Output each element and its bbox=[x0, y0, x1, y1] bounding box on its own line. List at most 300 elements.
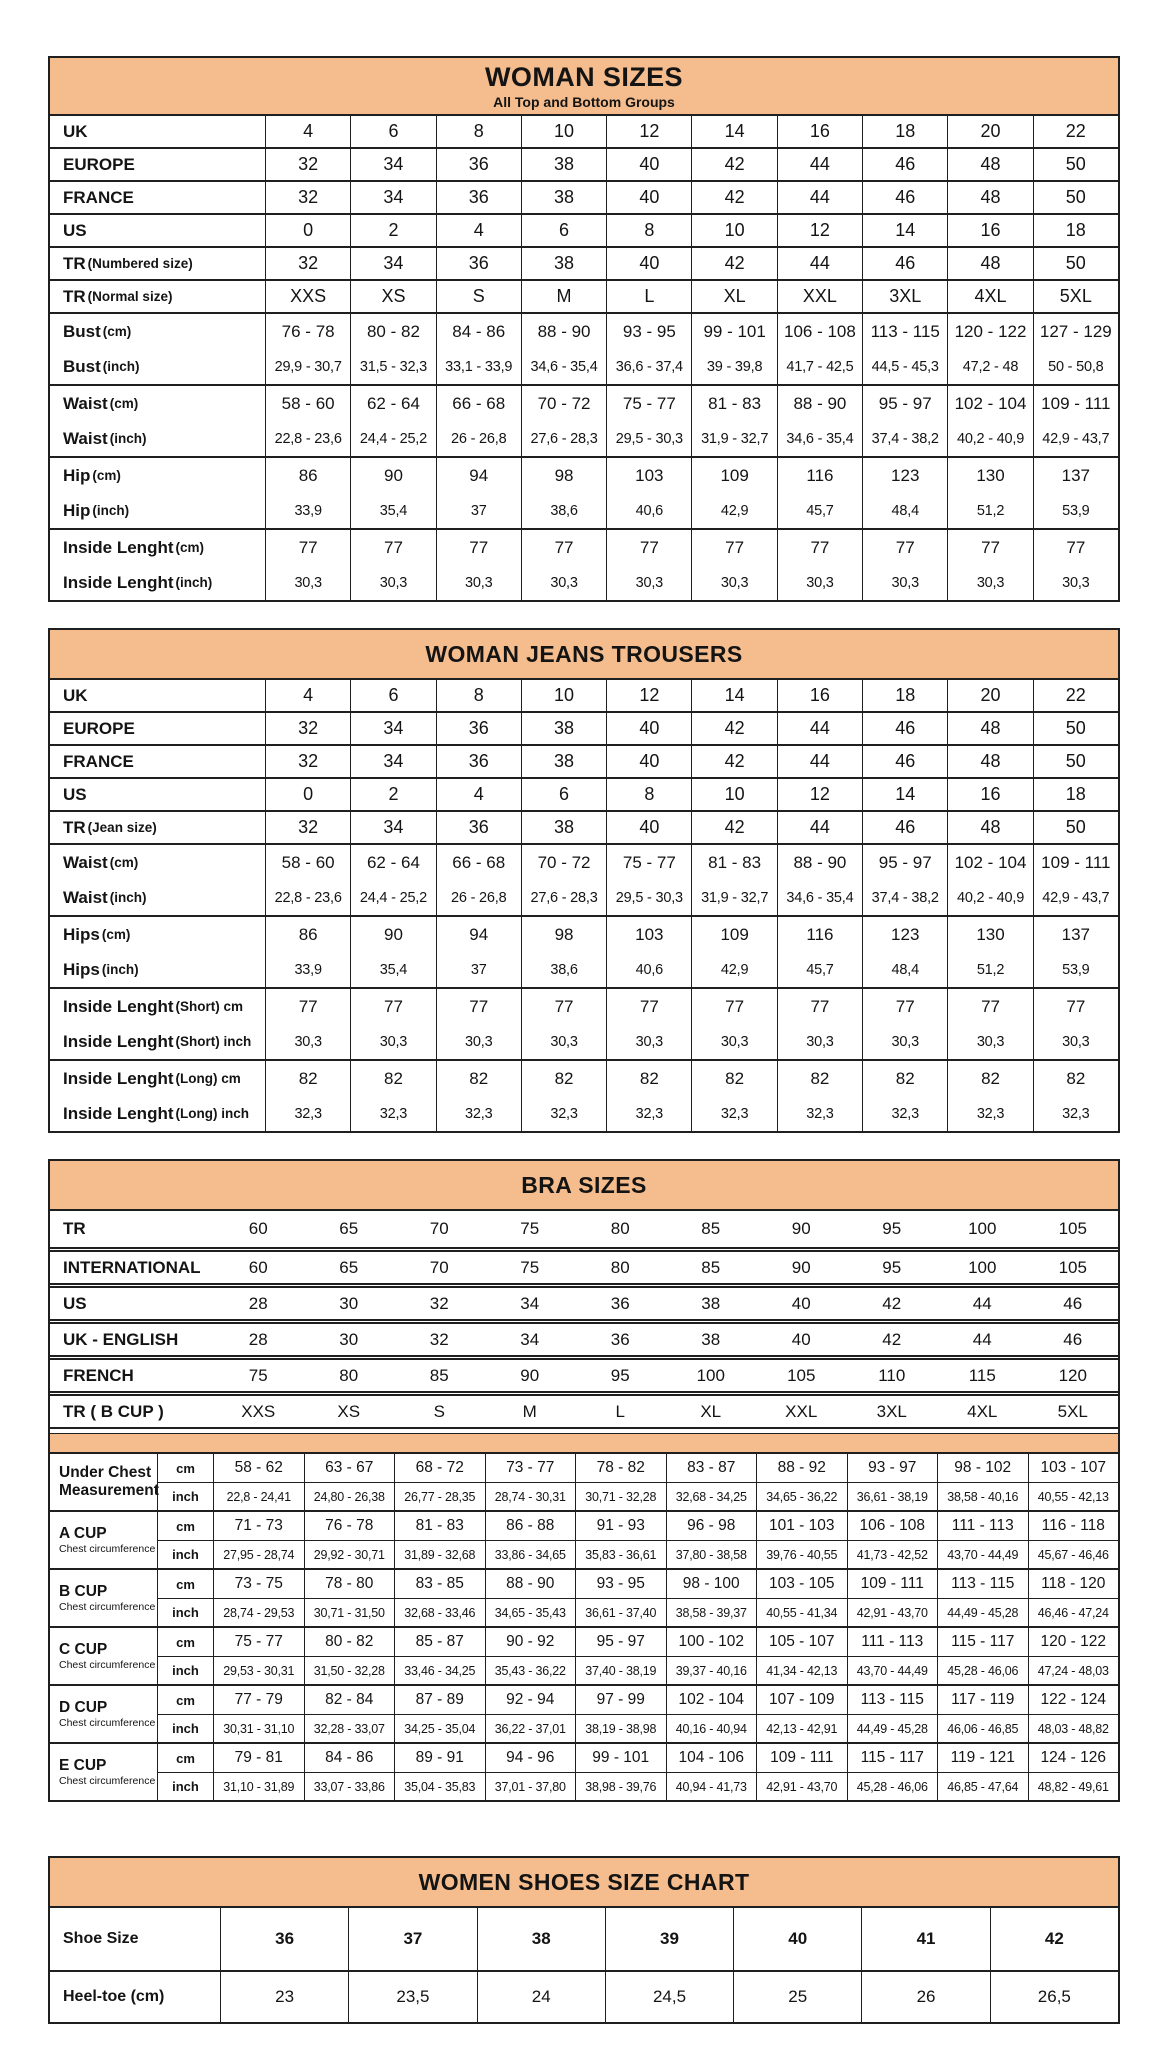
cup-cell: 34,65 - 36,22 bbox=[756, 1483, 847, 1510]
size-cell: 50 bbox=[1033, 182, 1118, 213]
size-cell: 46 bbox=[862, 746, 947, 777]
shoe-cell: 24,5 bbox=[605, 1972, 733, 2022]
size-cell: 38,6 bbox=[521, 493, 606, 528]
bra-cell: XXS bbox=[241, 1401, 276, 1421]
size-cell: 86 bbox=[265, 458, 350, 493]
bra-cell: 80 bbox=[610, 1219, 630, 1238]
size-cell: 30,3 bbox=[436, 1024, 521, 1059]
row-label: US bbox=[63, 220, 87, 240]
cup-cell: 102 - 104 bbox=[666, 1686, 757, 1714]
size-cell: 81 - 83 bbox=[691, 845, 776, 880]
size-cell: 44 bbox=[777, 248, 862, 279]
size-cell: 120 - 122 bbox=[947, 314, 1032, 349]
cup-cell: 84 - 86 bbox=[304, 1744, 395, 1772]
cup-label bbox=[50, 1570, 157, 1626]
row-label-text: Bust bbox=[63, 321, 101, 341]
size-cell: 37 bbox=[436, 493, 521, 528]
size-cell: 42,9 - 43,7 bbox=[1033, 421, 1118, 456]
cup-cell: 122 - 124 bbox=[1028, 1686, 1119, 1714]
size-cell: 77 bbox=[265, 530, 350, 565]
cup-cell: 90 - 92 bbox=[485, 1628, 576, 1656]
cup-cell: 98 - 100 bbox=[666, 1570, 757, 1598]
cup-cell: 73 - 77 bbox=[485, 1454, 576, 1482]
cup-cell: 115 - 117 bbox=[847, 1744, 938, 1772]
size-cell: 42 bbox=[691, 182, 776, 213]
cup-label bbox=[50, 1686, 157, 1742]
table-row bbox=[50, 182, 1118, 213]
row-label bbox=[50, 812, 265, 843]
bra-cell: 30 bbox=[339, 1293, 359, 1313]
table-row bbox=[50, 493, 1118, 528]
size-cell: 30,3 bbox=[947, 565, 1032, 600]
table-row bbox=[50, 952, 1118, 987]
row-label bbox=[50, 917, 265, 952]
cup-cell: 111 - 113 bbox=[847, 1628, 938, 1656]
cup-cell: 75 - 77 bbox=[213, 1628, 304, 1656]
cup-cell: 28,74 - 30,31 bbox=[485, 1483, 576, 1510]
size-cell: 32 bbox=[265, 746, 350, 777]
cup-label-text: E CUP bbox=[59, 1756, 107, 1774]
row-label-unit: (cm) bbox=[92, 468, 121, 483]
row-label-text: Waist bbox=[63, 852, 108, 872]
cup-cell: 98 - 102 bbox=[937, 1454, 1028, 1482]
size-cell: 42,9 - 43,7 bbox=[1033, 880, 1118, 915]
size-cell: 10 bbox=[521, 680, 606, 711]
size-cell: 16 bbox=[947, 215, 1032, 246]
size-cell: 51,2 bbox=[947, 952, 1032, 987]
cup-cell: 97 - 99 bbox=[575, 1686, 666, 1714]
cup-cell: 33,07 - 33,86 bbox=[304, 1773, 395, 1800]
size-cell: 8 bbox=[606, 779, 691, 810]
row-label-text: Inside Lenght bbox=[63, 996, 174, 1016]
bra-cell: 115 bbox=[968, 1365, 996, 1385]
bra-row bbox=[50, 1247, 1118, 1283]
table-row bbox=[50, 713, 1118, 744]
size-cell: 123 bbox=[862, 917, 947, 952]
cup-cell: 34,25 - 35,04 bbox=[394, 1715, 485, 1742]
cup-cell: 104 - 106 bbox=[666, 1744, 757, 1772]
size-cell: 30,3 bbox=[862, 565, 947, 600]
cup-label-text: Under Chest Measurement bbox=[59, 1464, 159, 1499]
unit-cell: cm bbox=[157, 1570, 213, 1598]
bra-cell: 85 bbox=[429, 1365, 449, 1385]
size-cell: 32,3 bbox=[862, 1096, 947, 1131]
size-cell: 36 bbox=[436, 713, 521, 744]
row-label bbox=[50, 281, 265, 312]
size-cell: 44 bbox=[777, 149, 862, 180]
cup-cell: 42,91 - 43,70 bbox=[756, 1773, 847, 1800]
cup-cell: 38,19 - 38,98 bbox=[575, 1715, 666, 1742]
cup-cell: 22,8 - 24,41 bbox=[213, 1483, 304, 1510]
size-cell: 77 bbox=[265, 989, 350, 1024]
size-cell: 33,9 bbox=[265, 952, 350, 987]
cup-cell: 29,92 - 30,71 bbox=[304, 1541, 395, 1568]
size-cell: 46 bbox=[862, 182, 947, 213]
shoe-cell: 25 bbox=[733, 1972, 861, 2022]
size-cell: 46 bbox=[862, 149, 947, 180]
size-cell: L bbox=[606, 281, 691, 312]
cup-cell: 85 - 87 bbox=[394, 1628, 485, 1656]
size-cell: 75 - 77 bbox=[606, 386, 691, 421]
bra-cell: 70 bbox=[429, 1257, 449, 1277]
size-cell: 29,5 - 30,3 bbox=[606, 421, 691, 456]
cup-group bbox=[50, 1742, 1118, 1800]
size-cell: 34,6 - 35,4 bbox=[777, 421, 862, 456]
size-cell: 40 bbox=[606, 812, 691, 843]
size-cell: 27,6 - 28,3 bbox=[521, 880, 606, 915]
size-cell: 46 bbox=[862, 248, 947, 279]
size-cell: 32,3 bbox=[777, 1096, 862, 1131]
table-row bbox=[50, 1061, 1118, 1096]
cup-cell: 96 - 98 bbox=[666, 1512, 757, 1540]
size-cell: 12 bbox=[606, 680, 691, 711]
cup-cell: 109 - 111 bbox=[847, 1570, 938, 1598]
cup-cell: 105 - 107 bbox=[756, 1628, 847, 1656]
size-cell: 46 bbox=[862, 713, 947, 744]
size-cell: 30,3 bbox=[691, 565, 776, 600]
bra-cell: 40 bbox=[791, 1293, 811, 1313]
unit-cell: inch bbox=[157, 1715, 213, 1742]
size-cell: 38,6 bbox=[521, 952, 606, 987]
shoe-cell: 26,5 bbox=[990, 1972, 1118, 2022]
size-cell: 36 bbox=[436, 746, 521, 777]
row-label-text: Hips bbox=[63, 959, 100, 979]
size-cell: 40 bbox=[606, 248, 691, 279]
row-label-text: Waist bbox=[63, 887, 108, 907]
size-cell: 34 bbox=[350, 746, 435, 777]
cup-row bbox=[157, 1686, 1118, 1714]
cup-cell: 43,70 - 44,49 bbox=[847, 1657, 938, 1684]
size-cell: 50 - 50,8 bbox=[1033, 349, 1118, 384]
size-cell: 42,9 bbox=[691, 493, 776, 528]
cup-rows bbox=[157, 1686, 1118, 1742]
size-cell: 34,6 - 35,4 bbox=[521, 349, 606, 384]
size-row-group bbox=[50, 777, 1118, 810]
size-cell: 35,4 bbox=[350, 952, 435, 987]
size-cell: 0 bbox=[265, 779, 350, 810]
size-cell: 77 bbox=[862, 530, 947, 565]
bra-cell: XS bbox=[337, 1401, 361, 1421]
cup-cell: 46,85 - 47,64 bbox=[937, 1773, 1028, 1800]
bra-row-values bbox=[213, 1402, 1118, 1422]
bra-row-label: FRENCH bbox=[63, 1365, 134, 1385]
size-row-group bbox=[50, 213, 1118, 246]
size-cell: 40,6 bbox=[606, 952, 691, 987]
cup-cell: 37,40 - 38,19 bbox=[575, 1657, 666, 1684]
size-row-group bbox=[50, 246, 1118, 279]
size-row-group bbox=[50, 843, 1118, 915]
table-row bbox=[50, 458, 1118, 493]
size-cell: 50 bbox=[1033, 149, 1118, 180]
row-label-unit: (Short) cm bbox=[175, 999, 243, 1014]
cup-row bbox=[157, 1482, 1118, 1510]
unit-cell: inch bbox=[157, 1657, 213, 1684]
row-label bbox=[50, 880, 265, 915]
size-row-group bbox=[50, 711, 1118, 744]
size-cell: 94 bbox=[436, 917, 521, 952]
cup-cell: 31,10 - 31,89 bbox=[213, 1773, 304, 1800]
size-cell: 12 bbox=[606, 116, 691, 147]
size-cell: 82 bbox=[265, 1061, 350, 1096]
cup-label-text: A CUP bbox=[59, 1524, 107, 1542]
cup-cell: 31,50 - 32,28 bbox=[304, 1657, 395, 1684]
size-cell: 102 - 104 bbox=[947, 845, 1032, 880]
cup-cell: 83 - 87 bbox=[666, 1454, 757, 1482]
row-label-text: TR bbox=[63, 286, 86, 306]
size-cell: 41,7 - 42,5 bbox=[777, 349, 862, 384]
cup-cell: 43,70 - 44,49 bbox=[937, 1541, 1028, 1568]
cup-cell: 111 - 113 bbox=[937, 1512, 1028, 1540]
size-row-group bbox=[50, 384, 1118, 456]
row-label-unit: (Normal size) bbox=[87, 289, 173, 304]
size-cell: 42 bbox=[691, 149, 776, 180]
size-cell: 14 bbox=[862, 779, 947, 810]
size-cell: 6 bbox=[350, 116, 435, 147]
size-cell: 10 bbox=[691, 779, 776, 810]
row-label bbox=[50, 386, 265, 421]
row-label-text: Waist bbox=[63, 393, 108, 413]
size-cell: 82 bbox=[1033, 1061, 1118, 1096]
size-cell: 82 bbox=[777, 1061, 862, 1096]
row-label bbox=[50, 458, 265, 493]
cup-rows bbox=[157, 1628, 1118, 1684]
size-cell: XXS bbox=[265, 281, 350, 312]
size-cell: 12 bbox=[777, 215, 862, 246]
size-cell: 20 bbox=[947, 680, 1032, 711]
cup-cell: 33,46 - 34,25 bbox=[394, 1657, 485, 1684]
cup-row bbox=[157, 1656, 1118, 1684]
size-cell: 50 bbox=[1033, 713, 1118, 744]
row-label: EUROPE bbox=[63, 154, 135, 174]
cup-cell: 100 - 102 bbox=[666, 1628, 757, 1656]
cup-cell: 101 - 103 bbox=[756, 1512, 847, 1540]
woman-sizes-table bbox=[48, 56, 1120, 602]
cup-cell: 116 - 118 bbox=[1028, 1512, 1119, 1540]
bra-cell: 105 bbox=[787, 1365, 816, 1385]
size-cell: 18 bbox=[862, 116, 947, 147]
bra-cell: 38 bbox=[701, 1329, 721, 1349]
size-cell: 42 bbox=[691, 248, 776, 279]
size-cell: 130 bbox=[947, 917, 1032, 952]
row-label-text: Inside Lenght bbox=[63, 1031, 174, 1051]
size-row-group bbox=[50, 456, 1118, 528]
cup-cell: 33,86 - 34,65 bbox=[485, 1541, 576, 1568]
size-cell: 38 bbox=[521, 182, 606, 213]
size-cell: 24,4 - 25,2 bbox=[350, 880, 435, 915]
row-label: UK bbox=[63, 121, 88, 141]
size-cell: 45,7 bbox=[777, 952, 862, 987]
shoe-cell: 39 bbox=[605, 1908, 733, 1970]
unit-cell: cm bbox=[157, 1686, 213, 1714]
size-cell: 82 bbox=[350, 1061, 435, 1096]
row-label-text: Waist bbox=[63, 428, 108, 448]
size-cell: 18 bbox=[1033, 215, 1118, 246]
cup-rows bbox=[157, 1570, 1118, 1626]
woman-sizes-grid bbox=[50, 116, 1118, 600]
cup-cell: 46,06 - 46,85 bbox=[937, 1715, 1028, 1742]
cup-cell: 48,03 - 48,82 bbox=[1028, 1715, 1119, 1742]
cup-cell: 89 - 91 bbox=[394, 1744, 485, 1772]
cup-cell: 37,80 - 38,58 bbox=[666, 1541, 757, 1568]
cup-rows bbox=[157, 1454, 1118, 1510]
table-row bbox=[50, 1024, 1118, 1059]
size-cell: 58 - 60 bbox=[265, 845, 350, 880]
size-cell: 44,5 - 45,3 bbox=[862, 349, 947, 384]
table-row bbox=[50, 812, 1118, 843]
cup-cell: 38,98 - 39,76 bbox=[575, 1773, 666, 1800]
bra-cell: 120 bbox=[1058, 1365, 1087, 1385]
size-cell: 58 - 60 bbox=[265, 386, 350, 421]
size-cell: 30,3 bbox=[521, 565, 606, 600]
row-label-unit: (inch) bbox=[101, 962, 139, 977]
size-cell: 113 - 115 bbox=[862, 314, 947, 349]
women-shoes-header bbox=[50, 1858, 1118, 1908]
cup-cell: 34,65 - 35,43 bbox=[485, 1599, 576, 1626]
table-row bbox=[50, 746, 1118, 777]
row-label-unit: (inch) bbox=[102, 359, 140, 374]
bra-row bbox=[50, 1211, 1118, 1247]
shoe-cell: 38 bbox=[477, 1908, 605, 1970]
size-cell: 32,3 bbox=[1033, 1096, 1118, 1131]
cup-cell: 37,01 - 37,80 bbox=[485, 1773, 576, 1800]
size-cell: 30,3 bbox=[436, 565, 521, 600]
shoe-row-label: Shoe Size bbox=[63, 1930, 139, 1947]
size-cell: 76 - 78 bbox=[265, 314, 350, 349]
size-cell: 90 bbox=[350, 458, 435, 493]
size-cell: 70 - 72 bbox=[521, 845, 606, 880]
cup-cell: 58 - 62 bbox=[213, 1454, 304, 1482]
bra-cell: 90 bbox=[520, 1365, 540, 1385]
bra-cell: 85 bbox=[701, 1257, 721, 1277]
size-cell: 31,5 - 32,3 bbox=[350, 349, 435, 384]
row-label-text: Inside Lenght bbox=[63, 537, 174, 557]
bra-cell: 95 bbox=[882, 1219, 902, 1238]
unit-cell: cm bbox=[157, 1454, 213, 1482]
row-label bbox=[50, 1024, 265, 1059]
size-cell: 80 - 82 bbox=[350, 314, 435, 349]
cup-cell: 39,37 - 40,16 bbox=[666, 1657, 757, 1684]
size-cell: 32,3 bbox=[947, 1096, 1032, 1131]
size-cell: 66 - 68 bbox=[436, 845, 521, 880]
row-label bbox=[50, 952, 265, 987]
row-label-text: Hip bbox=[63, 500, 91, 520]
size-cell: 38 bbox=[521, 149, 606, 180]
table-row bbox=[50, 349, 1118, 384]
bra-cell: 80 bbox=[610, 1257, 630, 1277]
size-cell: 4 bbox=[265, 680, 350, 711]
size-cell: 93 - 95 bbox=[606, 314, 691, 349]
bra-cup-grid bbox=[50, 1452, 1118, 1800]
size-row-group bbox=[50, 915, 1118, 987]
size-cell: 34 bbox=[350, 812, 435, 843]
size-cell: 98 bbox=[521, 458, 606, 493]
size-cell: 95 - 97 bbox=[862, 845, 947, 880]
size-cell: 82 bbox=[521, 1061, 606, 1096]
cup-sublabel: Chest circumference bbox=[59, 1543, 156, 1556]
cup-cell: 30,31 - 31,10 bbox=[213, 1715, 304, 1742]
size-cell: 130 bbox=[947, 458, 1032, 493]
size-cell: 2 bbox=[350, 779, 435, 810]
shoe-cell: 23,5 bbox=[348, 1972, 476, 2022]
size-row-group bbox=[50, 147, 1118, 180]
bra-row-label: TR bbox=[63, 1219, 86, 1238]
bra-cell: 46 bbox=[1063, 1293, 1083, 1313]
size-cell: 82 bbox=[862, 1061, 947, 1096]
bra-cell: 65 bbox=[339, 1219, 359, 1238]
bra-cell: 34 bbox=[520, 1293, 540, 1313]
size-cell: 35,4 bbox=[350, 493, 435, 528]
size-cell: 103 bbox=[606, 917, 691, 952]
cup-cell: 71 - 73 bbox=[213, 1512, 304, 1540]
size-cell: 77 bbox=[947, 530, 1032, 565]
size-cell: 109 - 111 bbox=[1033, 386, 1118, 421]
bra-cell: 95 bbox=[882, 1257, 902, 1277]
size-cell: 44 bbox=[777, 182, 862, 213]
size-cell: 29,5 - 30,3 bbox=[606, 880, 691, 915]
size-cell: 77 bbox=[777, 530, 862, 565]
cup-cell: 113 - 115 bbox=[847, 1686, 938, 1714]
size-cell: 42 bbox=[691, 746, 776, 777]
table-row bbox=[50, 281, 1118, 312]
size-cell: 77 bbox=[606, 530, 691, 565]
shoe-cell: 23 bbox=[220, 1972, 348, 2022]
table-row bbox=[50, 917, 1118, 952]
size-cell: 30,3 bbox=[521, 1024, 606, 1059]
size-cell: 77 bbox=[691, 530, 776, 565]
cup-cell: 76 - 78 bbox=[304, 1512, 395, 1540]
size-cell: 40 bbox=[606, 746, 691, 777]
table-row bbox=[50, 1096, 1118, 1131]
size-cell: 82 bbox=[947, 1061, 1032, 1096]
cup-cell: 117 - 119 bbox=[937, 1686, 1028, 1714]
size-cell: 77 bbox=[521, 530, 606, 565]
bra-sizes-table bbox=[48, 1159, 1120, 1802]
size-cell: 77 bbox=[691, 989, 776, 1024]
cup-cell: 87 - 89 bbox=[394, 1686, 485, 1714]
size-cell: 34 bbox=[350, 713, 435, 744]
table-row bbox=[50, 215, 1118, 246]
cup-row bbox=[157, 1772, 1118, 1800]
bra-cell: XL bbox=[700, 1401, 722, 1421]
cup-cell: 88 - 92 bbox=[756, 1454, 847, 1482]
cup-cell: 93 - 97 bbox=[847, 1454, 938, 1482]
size-cell: 103 bbox=[606, 458, 691, 493]
cup-label bbox=[50, 1512, 157, 1568]
cup-cell: 119 - 121 bbox=[937, 1744, 1028, 1772]
table-row bbox=[50, 989, 1118, 1024]
cup-cell: 91 - 93 bbox=[575, 1512, 666, 1540]
size-cell: 22 bbox=[1033, 680, 1118, 711]
table-row bbox=[50, 421, 1118, 456]
cup-cell: 31,89 - 32,68 bbox=[394, 1541, 485, 1568]
cup-cell: 118 - 120 bbox=[1028, 1570, 1119, 1598]
size-cell: 30,3 bbox=[862, 1024, 947, 1059]
bra-cell: 95 bbox=[610, 1365, 630, 1385]
row-label bbox=[50, 314, 265, 349]
bra-simple-grid bbox=[50, 1211, 1118, 1429]
size-cell: 14 bbox=[862, 215, 947, 246]
cup-cell: 30,71 - 32,28 bbox=[575, 1483, 666, 1510]
size-cell: 26 - 26,8 bbox=[436, 421, 521, 456]
cup-cell: 46,46 - 47,24 bbox=[1028, 1599, 1119, 1626]
cup-cell: 40,94 - 41,73 bbox=[666, 1773, 757, 1800]
size-cell: 48 bbox=[947, 149, 1032, 180]
size-cell: 40,2 - 40,9 bbox=[947, 880, 1032, 915]
unit-cell: inch bbox=[157, 1483, 213, 1510]
size-cell: 116 bbox=[777, 458, 862, 493]
bra-cell: 60 bbox=[248, 1257, 268, 1277]
row-label bbox=[50, 248, 265, 279]
